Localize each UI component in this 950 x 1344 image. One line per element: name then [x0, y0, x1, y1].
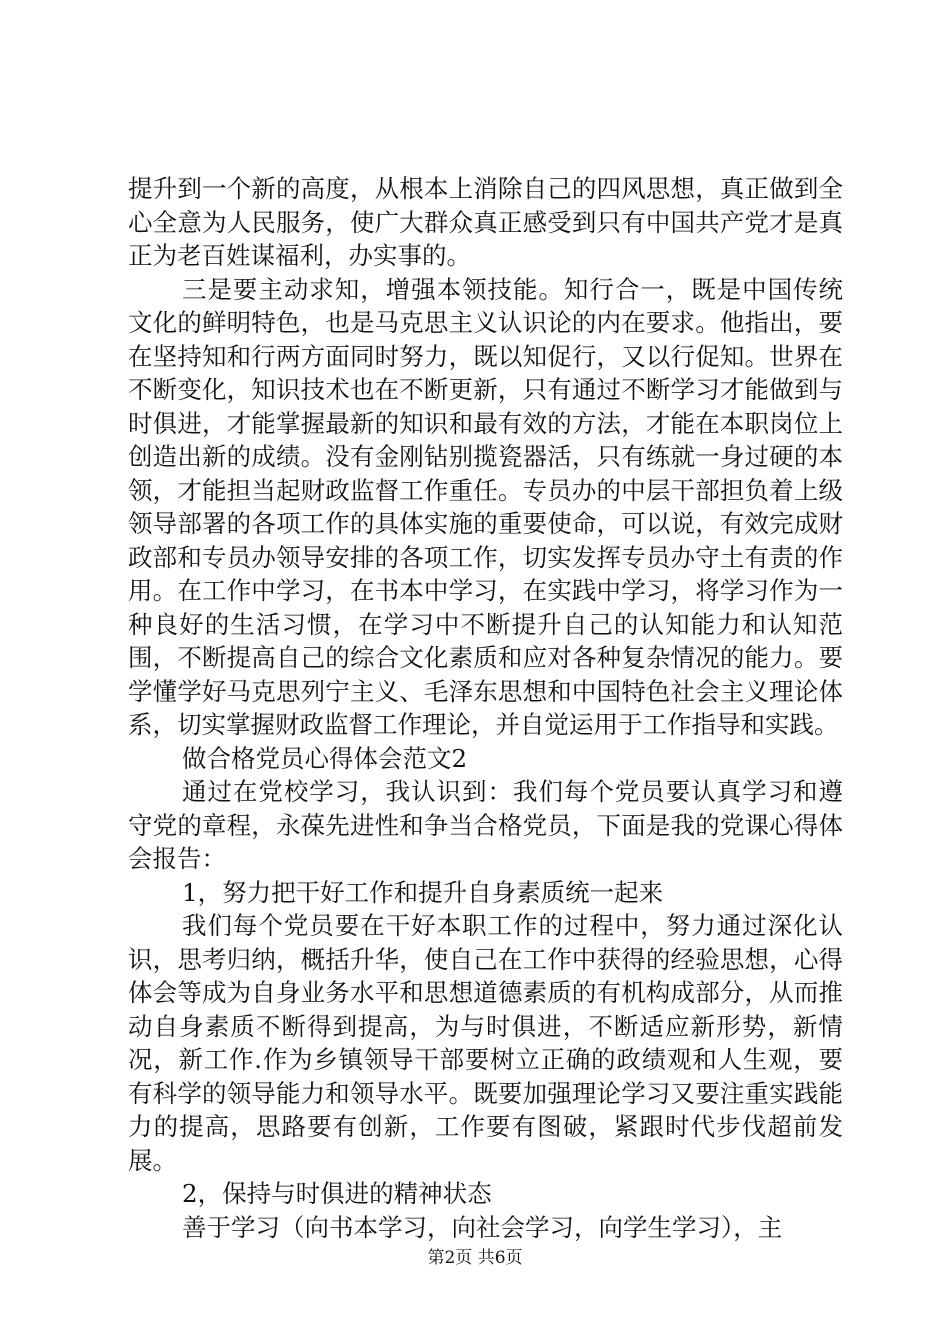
paragraph-2: 三是要主动求知，增强本领技能。知行合一，既是中国传统文化的鲜明特色，也是马克思主义认识论的内在要求。他指出，要在坚持知和行两方面同时努力，既以知促行，又以行促知。世界在不断变化，知识技术也在不断更新，只有通过不断学习才能做到与时俱进，才能掌握最新的知识和最有效的方法，才能在本职岗位上创造出新的成绩。没有金刚钻别揽瓷器活，只有练就一身过硬的本领，才能担当起财政监督工作重任。专员办的中层干部担负着上级领导部署的各项工作的具体实施的重要使命，可以说，有效完成财政部和专员办领导安排的各项工作，切实发挥专员办守土有责的作用。在工作中学习，在书本中学习，在实践中学习，将学习作为一种良好的生活习惯，在学习中不断提升自己的认知能力和认知范围，不断提高自己的综合文化素质和应对各种复杂情况的能力。要学懂学好马克思列宁主义、毛泽东思想和中国特色社会主义理论体系，切实掌握财政监督工作理论，并自觉运用于工作指导和实践。 [128, 274, 843, 739]
paragraph-5: 善于学习（向书本学习，向社会学习，向学生学习），主 [182, 1212, 783, 1242]
subheading-1: 1，努力把干好工作和提升自身素质统一起来 [182, 877, 664, 907]
page-footer [0, 1246, 950, 1270]
document-body [128, 172, 843, 1244]
paragraph-4: 我们每个党员要在干好本职工作的过程中，努力通过深化认识，思考归纳，概括升华，使自己在工作中获得的经验思想，心得体会等成为自身业务水平和思想道德素质的有机构成部分，从而推动自身素质不断得到提高，为与时俱进，不断适应新形势，新情况，新工作.作为乡镇领导干部要树立正确的政绩观和人生观，要有科学的领导能力和领导水平。既要加强理论学习又要注重实践能力的提高，思路要有创新，工作要有图破，紧跟时代步伐超前发展。 [128, 911, 843, 1175]
page-number: 第2页 [427, 1248, 473, 1268]
subheading-2: 2，保持与时俱进的精神状态 [182, 1179, 492, 1208]
paragraph-3: 通过在党校学习，我认识到：我们每个党员要认真学习和遵守党的章程，永葆先进性和争当合格党员，下面是我的党课心得体会报告： [128, 777, 843, 873]
page-total: 共6页 [477, 1248, 523, 1268]
paragraph-1: 提升到一个新的高度，从根本上消除自己的四风思想，真正做到全心全意为人民服务，使广大群众真正感受到只有中国共产党才是真正为老百姓谋福利，办实事的。 [128, 174, 843, 270]
section-heading: 做合格党员心得体会范文2 [182, 743, 468, 773]
